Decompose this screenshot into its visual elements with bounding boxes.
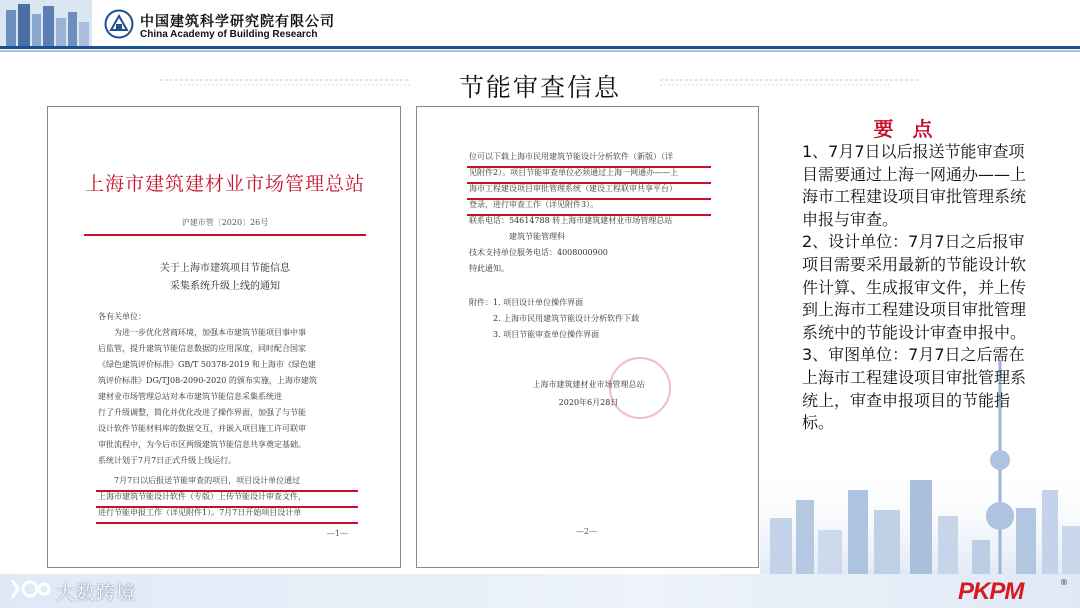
pkpm-logo: PKPM <box>958 578 1024 605</box>
key-point-item: 3、审图单位：7月7日之后需在上海市工程建设项目审批管理系统上，审查申报项目的节能指标。 <box>802 345 1027 433</box>
highlight-line: 海市工程建设项目审批管理系统（建设工程联审共享平台） <box>469 184 677 193</box>
document-highlight-block <box>98 473 306 521</box>
org-name-cn: 中国建筑科学研究院有限公司 <box>140 14 335 30</box>
highlight-underline <box>96 490 358 492</box>
key-point-item: 2、设计单位：7月7日之后报审项目需要采用最新的节能设计软件计算、生成报审文件，并上传到上海市工程建设项目审批管理系统中的节能设计审查申报中。 <box>802 232 1027 342</box>
highlight-line: 进行节能申报工作（详见附件1）。7月7日开始项目设计单 <box>98 508 302 517</box>
document-highlight-block <box>469 149 678 213</box>
key-points-heading: 要 点 <box>873 117 939 141</box>
key-point-item: 1、7月7日以后报送节能审查项目需要通过上海一网通办——上海市工程建设项目审批管理系统申报与审查。 <box>802 142 1027 229</box>
body-line: 筑评价标准》DG/TJ08-2090-2020 的颁布实施，上海市建筑 <box>98 376 317 385</box>
header-bar <box>0 0 1080 52</box>
body-line: 行了升级调整，简化并优化改进了操作界面，加强了与节能 <box>98 408 306 417</box>
body-line: 设计软件节能材料库的数据交互，并嵌入项目施工许可联审 <box>98 424 306 433</box>
highlight-underline <box>467 182 711 184</box>
org-name-en: China Academy of Building Research <box>140 29 318 40</box>
highlight-line: 位可以下载上海市民用建筑节能设计分析软件（新版）（详 <box>469 152 673 161</box>
document-signature: 上海市建筑建材业市场管理总站 <box>532 380 645 389</box>
contact-line: 联系电话：54614788 转上海市建筑建材业市场管理总站 <box>469 216 673 225</box>
contact-line: 建筑节能管理科 <box>469 232 565 241</box>
footer-band <box>0 574 1080 608</box>
cabr-logo-icon <box>104 9 134 39</box>
highlight-underline <box>467 198 711 200</box>
header-rule <box>0 46 1080 49</box>
page-title: 节能审查信息 <box>458 73 621 102</box>
attachment-item: 3. 项目节能审查单位操作界面 <box>469 330 600 339</box>
body-line: 为进一步优化营商环境，加强本市建筑节能项目事中事 <box>98 328 306 337</box>
document-title-line1: 关于上海市建筑项目节能信息 <box>160 263 290 274</box>
highlight-line: 登录，进行审查工作（详见附件3）。 <box>469 200 599 209</box>
contact-line: 特此通知。 <box>469 264 509 273</box>
document-number: 沪建市管〔2020〕26号 <box>181 218 269 227</box>
body-line: 建材业市场管理总站对本市建筑节能信息采集系统进 <box>98 392 282 401</box>
document-page-1 <box>47 106 401 568</box>
highlight-underline <box>96 522 358 524</box>
document-title-line2: 采集系统升级上线的通知 <box>170 281 280 292</box>
document-issuer: 上海市建筑建材业市场管理总站 <box>84 173 365 195</box>
page-number: —1— <box>326 529 348 538</box>
highlight-line: 见附件2）。项目节能审查单位必须通过上海一网通办——上 <box>469 168 679 177</box>
document-greeting: 各有关单位： <box>98 312 146 321</box>
body-line: 后监管，提升建筑节能信息数据的应用深度，同时配合国家 <box>98 344 306 353</box>
document-body <box>98 325 317 469</box>
body-line: 《绿色建筑评价标准》GB/T 50378-2019 和上海市《绿色建 <box>98 360 316 369</box>
contact-block <box>469 213 672 277</box>
document-page-2 <box>416 106 759 568</box>
document-date: 2020年6月28日 <box>558 398 619 407</box>
attachment-list <box>469 295 639 343</box>
attachment-item: 2. 上海市民用建筑节能设计分析软件下载 <box>469 314 640 323</box>
highlight-line: 7月7日以后报送节能审查的项目，项目设计单位通过 <box>98 476 301 485</box>
contact-line: 技术支持单位服务电话：4008000900 <box>469 248 608 257</box>
highlight-underline <box>96 506 358 508</box>
highlight-line: 上海市建筑节能设计软件（专版）上传节能设计审查文件， <box>98 492 306 501</box>
page-number: —2— <box>575 527 597 536</box>
registered-mark: ® <box>1060 578 1068 587</box>
highlight-underline <box>467 166 711 168</box>
red-rule <box>84 234 366 236</box>
attachment-item: 附件：1. 项目设计单位操作界面 <box>469 298 584 307</box>
watermark-logo-icon <box>8 576 52 602</box>
building-graphic-icon <box>0 0 92 46</box>
header-rule-light <box>0 50 1080 52</box>
key-points-list <box>802 141 1034 435</box>
watermark-text: 大数跨境 <box>56 582 137 604</box>
body-line: 系统计划于7月7日正式升级上线运行。 <box>98 456 237 465</box>
body-line: 审批流程中，为今后市区两级建筑节能信息共享奠定基础。 <box>98 440 306 449</box>
